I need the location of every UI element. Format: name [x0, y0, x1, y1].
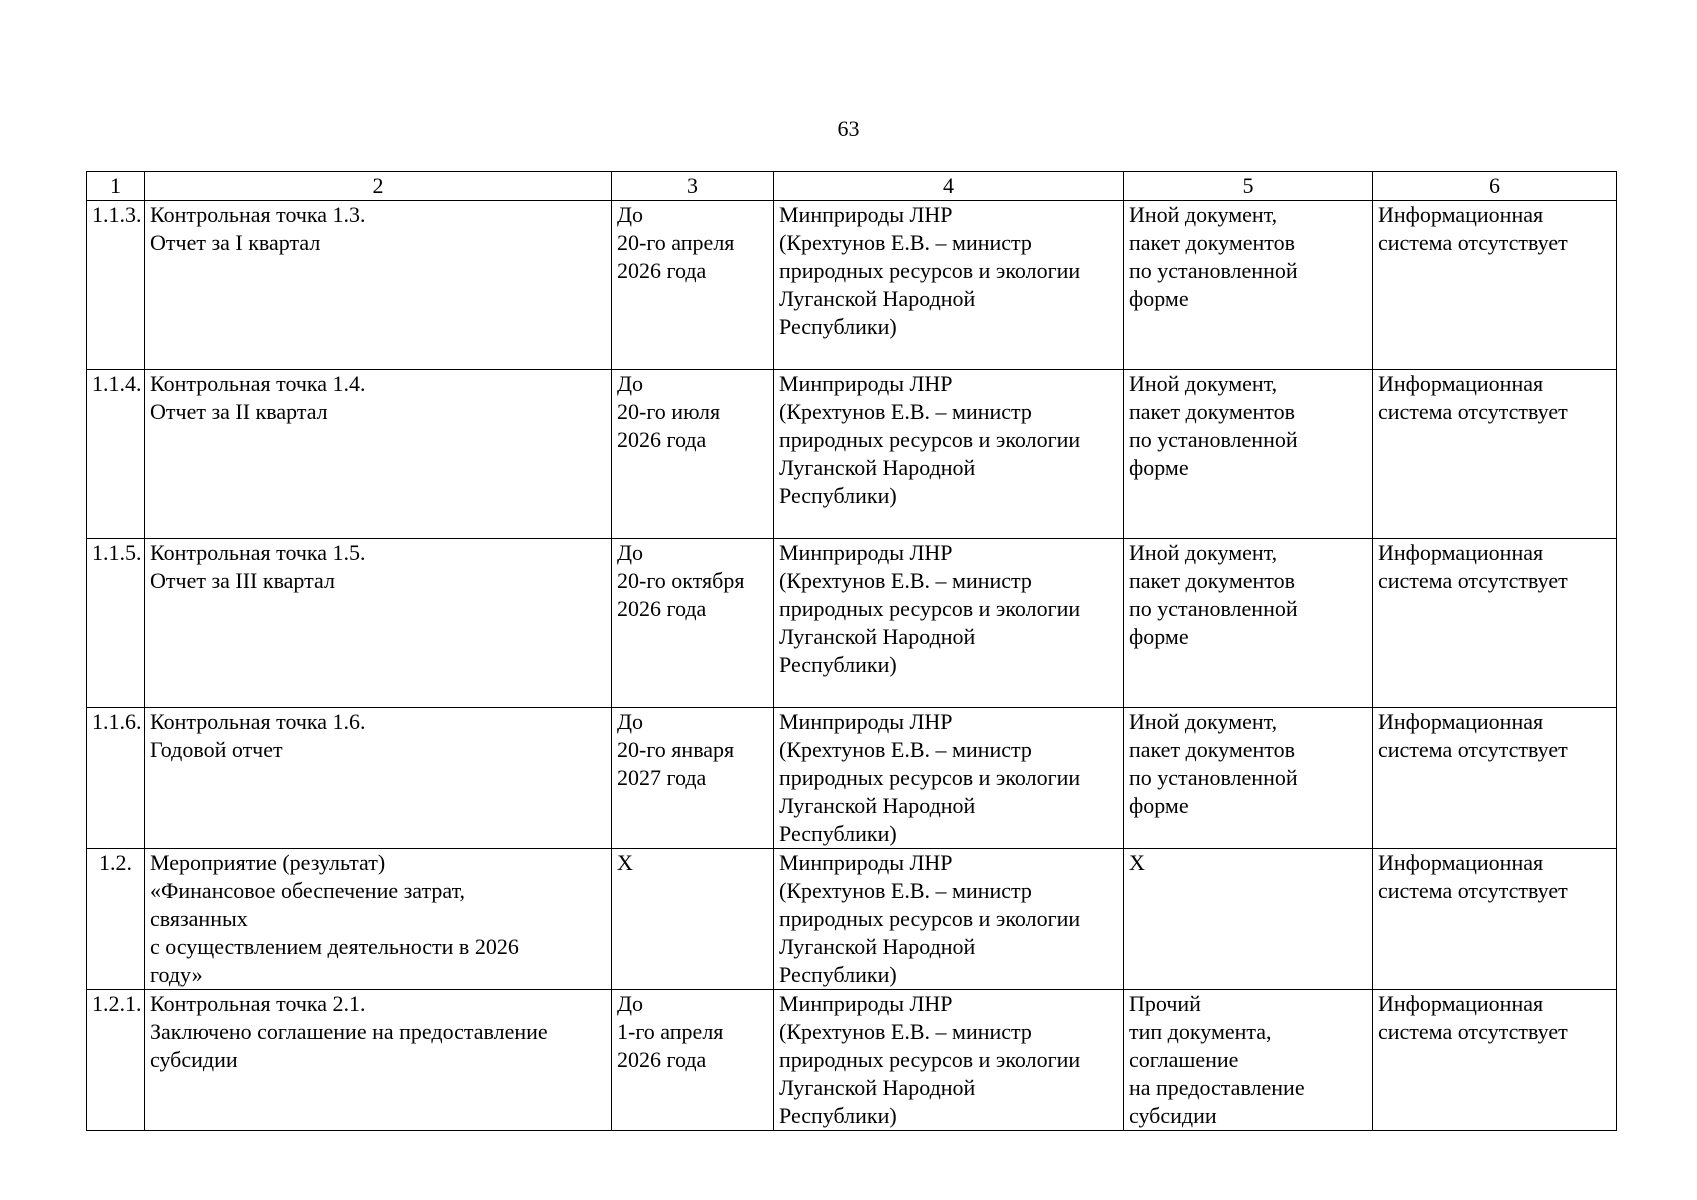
responsible-line: (Крехтунов Е.В. – министр: [779, 737, 1032, 762]
row-responsible: [774, 708, 1124, 849]
row-name-line: Контрольная точка 1.4.: [150, 371, 366, 396]
row-name: [145, 539, 612, 708]
system-line: Информационная: [1378, 850, 1544, 875]
document-line: пакет документов: [1129, 230, 1296, 255]
row-system: [1373, 201, 1617, 370]
responsible-line: Республики): [779, 1103, 897, 1128]
responsible-line: Республики): [779, 821, 897, 846]
row-number: 1.1.3.: [87, 201, 145, 370]
responsible-line: Луганской Народной: [779, 624, 976, 649]
table-row: [87, 708, 1617, 849]
responsible-line: (Крехтунов Е.В. – министр: [779, 878, 1032, 903]
row-name-line: связанных: [150, 906, 248, 931]
document-line: форме: [1129, 624, 1189, 649]
row-responsible: [774, 201, 1124, 370]
document-line: соглашение: [1129, 1047, 1239, 1072]
deadline-line: До: [617, 202, 644, 227]
row-name-line: Контрольная точка 1.6.: [150, 709, 366, 734]
row-deadline: [612, 990, 774, 1131]
row-system: [1373, 990, 1617, 1131]
row-name-line: с осуществлением деятельности в 2026: [150, 934, 519, 959]
responsible-line: природных ресурсов и экологии: [779, 258, 1081, 283]
deadline-line: 2026 года: [617, 427, 707, 452]
row-name: [145, 849, 612, 990]
row-deadline: [612, 849, 774, 990]
document-line: Иной документ,: [1129, 540, 1278, 565]
document-line: Иной документ,: [1129, 371, 1278, 396]
row-number: 1.1.5.: [87, 539, 145, 708]
deadline-line: 2027 года: [617, 765, 707, 790]
deadline-line: 20-го июля: [617, 399, 721, 424]
responsible-line: (Крехтунов Е.В. – министр: [779, 399, 1032, 424]
table-header-row: [87, 172, 1617, 201]
document-line: по установленной: [1129, 765, 1298, 790]
control-points-table: [86, 171, 1617, 1131]
row-name-line: Годовой отчет: [150, 737, 283, 762]
document-line: Иной документ,: [1129, 202, 1278, 227]
row-document: [1124, 990, 1373, 1131]
column-number-1: 1: [87, 172, 145, 201]
row-document: [1124, 849, 1373, 990]
row-document: [1124, 708, 1373, 849]
responsible-line: природных ресурсов и экологии: [779, 906, 1081, 931]
document-line: Прочий: [1129, 991, 1201, 1016]
responsible-line: (Крехтунов Е.В. – министр: [779, 1019, 1032, 1044]
row-deadline: [612, 708, 774, 849]
deadline-line: 2026 года: [617, 596, 707, 621]
document-line: по установленной: [1129, 427, 1298, 452]
row-document: [1124, 539, 1373, 708]
responsible-line: Республики): [779, 962, 897, 987]
system-line: система отсутствует: [1378, 1019, 1568, 1044]
row-name-line: Отчет за III квартал: [150, 568, 335, 593]
responsible-line: Минприроды ЛНР: [779, 850, 953, 875]
responsible-line: Минприроды ЛНР: [779, 371, 953, 396]
row-deadline: [612, 539, 774, 708]
responsible-line: Луганской Народной: [779, 793, 976, 818]
deadline-line: 2026 года: [617, 1047, 707, 1072]
deadline-line: 2026 года: [617, 258, 707, 283]
row-responsible: [774, 370, 1124, 539]
table-row: [87, 370, 1617, 539]
deadline-line: До: [617, 540, 644, 565]
row-number: 1.1.6.: [87, 708, 145, 849]
system-line: система отсутствует: [1378, 568, 1568, 593]
deadline-line: До: [617, 371, 644, 396]
row-number: 1.1.4.: [87, 370, 145, 539]
document-line: пакет документов: [1129, 568, 1296, 593]
row-name: [145, 708, 612, 849]
deadline-line: 1-го апреля: [617, 1019, 724, 1044]
responsible-line: Луганской Народной: [779, 934, 976, 959]
column-number-4: 4: [774, 172, 1124, 201]
document-line: Иной документ,: [1129, 709, 1278, 734]
row-deadline: [612, 201, 774, 370]
responsible-line: (Крехтунов Е.В. – министр: [779, 568, 1032, 593]
document-line: тип документа,: [1129, 1019, 1272, 1044]
responsible-line: Минприроды ЛНР: [779, 540, 953, 565]
deadline-line: До: [617, 709, 644, 734]
row-number: 1.2.: [87, 849, 145, 990]
system-line: Информационная: [1378, 202, 1544, 227]
table-row: [87, 849, 1617, 990]
deadline-line: 20-го января: [617, 737, 735, 762]
deadline-line: 20-го октября: [617, 568, 745, 593]
responsible-line: Минприроды ЛНР: [779, 202, 953, 227]
deadline-line: До: [617, 991, 644, 1016]
row-system: [1373, 539, 1617, 708]
document-line: X: [1129, 850, 1145, 875]
row-system: [1373, 849, 1617, 990]
column-number-3: 3: [612, 172, 774, 201]
document-line: пакет документов: [1129, 737, 1296, 762]
table-row: [87, 539, 1617, 708]
system-line: Информационная: [1378, 371, 1544, 396]
deadline-line: X: [617, 850, 633, 875]
system-line: Информационная: [1378, 540, 1544, 565]
row-document: [1124, 370, 1373, 539]
document-line: по установленной: [1129, 258, 1298, 283]
row-name: [145, 201, 612, 370]
system-line: система отсутствует: [1378, 230, 1568, 255]
row-responsible: [774, 990, 1124, 1131]
row-name-line: Мероприятие (результат): [150, 850, 386, 875]
row-name-line: Контрольная точка 1.5.: [150, 540, 366, 565]
responsible-line: Луганской Народной: [779, 286, 976, 311]
deadline-line: 20-го апреля: [617, 230, 735, 255]
document-line: пакет документов: [1129, 399, 1296, 424]
responsible-line: (Крехтунов Е.В. – министр: [779, 230, 1032, 255]
row-document: [1124, 201, 1373, 370]
table-row: [87, 201, 1617, 370]
row-name-line: Заключено соглашение на предоставление: [150, 1019, 548, 1044]
system-line: Информационная: [1378, 709, 1544, 734]
responsible-line: природных ресурсов и экологии: [779, 765, 1081, 790]
row-name-line: Отчет за II квартал: [150, 399, 328, 424]
document-line: субсидии: [1129, 1103, 1217, 1128]
column-number-6: 6: [1373, 172, 1617, 201]
page-number: 63: [837, 116, 860, 141]
row-responsible: [774, 539, 1124, 708]
column-number-2: 2: [145, 172, 612, 201]
row-name: [145, 370, 612, 539]
row-number: 1.2.1.: [87, 990, 145, 1131]
system-line: Информационная: [1378, 991, 1544, 1016]
document-line: на предоставление: [1129, 1075, 1305, 1100]
row-name-line: Контрольная точка 1.3.: [150, 202, 366, 227]
table-row: [87, 990, 1617, 1131]
row-name-line: субсидии: [150, 1047, 238, 1072]
row-name-line: «Финансовое обеспечение затрат,: [150, 878, 466, 903]
row-deadline: [612, 370, 774, 539]
responsible-line: Республики): [779, 652, 897, 677]
row-responsible: [774, 849, 1124, 990]
system-line: система отсутствует: [1378, 399, 1568, 424]
row-name-line: году»: [150, 962, 203, 987]
responsible-line: Минприроды ЛНР: [779, 709, 953, 734]
responsible-line: природных ресурсов и экологии: [779, 1047, 1081, 1072]
document-line: форме: [1129, 455, 1189, 480]
row-system: [1373, 708, 1617, 849]
responsible-line: Луганской Народной: [779, 1075, 976, 1100]
responsible-line: Луганской Народной: [779, 455, 976, 480]
responsible-line: Минприроды ЛНР: [779, 991, 953, 1016]
document-line: форме: [1129, 286, 1189, 311]
row-name-line: Отчет за I квартал: [150, 230, 321, 255]
row-name-line: Контрольная точка 2.1.: [150, 991, 366, 1016]
document-line: форме: [1129, 793, 1189, 818]
responsible-line: Республики): [779, 314, 897, 339]
column-number-5: 5: [1124, 172, 1373, 201]
responsible-line: Республики): [779, 483, 897, 508]
row-system: [1373, 370, 1617, 539]
responsible-line: природных ресурсов и экологии: [779, 427, 1081, 452]
system-line: система отсутствует: [1378, 737, 1568, 762]
system-line: система отсутствует: [1378, 878, 1568, 903]
row-name: [145, 990, 612, 1131]
document-line: по установленной: [1129, 596, 1298, 621]
responsible-line: природных ресурсов и экологии: [779, 596, 1081, 621]
